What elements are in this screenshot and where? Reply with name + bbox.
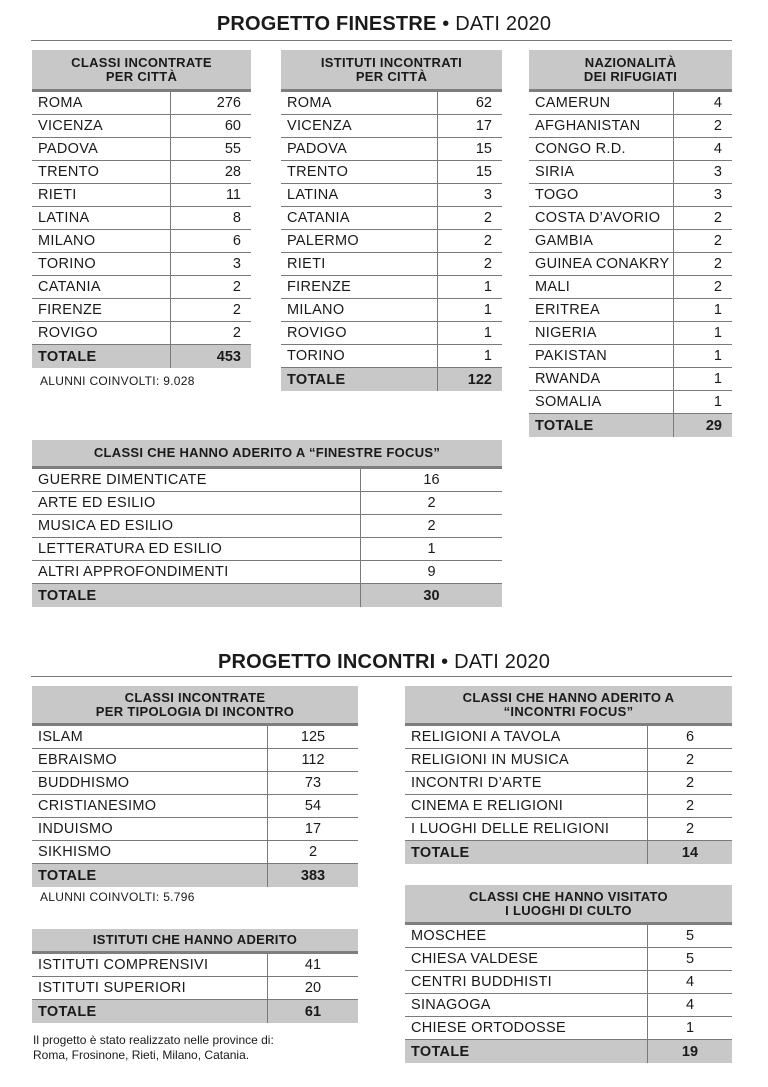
row-label: LATINA [281,184,438,206]
table-row [32,818,358,841]
row-label: COSTA D’AVORIO [529,207,674,229]
table-header-line: CLASSI CHE HANNO ADERITO A [462,689,675,705]
total-label: TOTALE [529,414,674,437]
row-label: CHIESE ORTODOSSE [405,1017,648,1039]
row-value: 1 [483,279,492,295]
total-label: TOTALE [281,368,438,391]
table-row [32,230,251,253]
row-value: 1 [483,325,492,341]
row-value: 2 [685,775,695,791]
row-value: 1 [713,371,722,387]
table-row [32,138,251,161]
table-row [32,469,502,492]
table-row [281,115,502,138]
row-label: ISTITUTI SUPERIORI [32,977,268,999]
table-row [405,818,732,841]
footnote-province [33,1033,274,1063]
row-value: 1 [713,348,722,364]
table-row [32,207,251,230]
row-label: CONGO R.D. [529,138,674,160]
table-total-row [405,1040,732,1063]
table-row [529,253,732,276]
row-label: AFGHANISTAN [529,115,674,137]
total-label: TOTALE [32,345,171,368]
table-row [32,161,251,184]
footnote-line: Roma, Frosinone, Rieti, Milano, Catania. [33,1048,250,1062]
row-value: 8 [232,210,241,226]
table-total-row [32,345,251,368]
table-header-line: ISTITUTI INCONTRATI [320,54,463,70]
table-row [281,253,502,276]
row-value: 2 [232,325,241,341]
table-row [32,515,502,538]
total-label: TOTALE [32,864,268,887]
table-row [32,749,358,772]
table-total-row [529,414,732,437]
row-label: SIKHISMO [32,841,268,863]
row-value: 28 [224,164,241,180]
table-row [405,971,732,994]
row-value: 60 [224,118,241,134]
total-label: TOTALE [32,584,361,607]
table-row [32,538,502,561]
table-total-row [281,368,502,391]
table-header-line: CLASSI INCONTRATE [124,689,266,705]
row-label: INDUISMO [32,818,268,840]
total-label: TOTALE [405,841,648,864]
row-value: 2 [308,844,318,860]
row-label: CINEMA E RELIGIONI [405,795,648,817]
table-incontri-focus [405,686,732,864]
table-header [405,686,732,726]
table-row [529,92,732,115]
table-row [529,391,732,414]
row-value: 15 [475,164,492,180]
row-value: 5 [685,928,695,944]
table-classi-per-citta [32,50,251,368]
table-istituti-aderito [32,929,358,1023]
row-value: 9 [427,564,436,580]
row-label: RIETI [32,184,171,206]
row-label: PAKISTAN [529,345,674,367]
row-label: MILANO [32,230,171,252]
row-label: I LUOGHI DELLE RELIGIONI [405,818,648,840]
section-title-light: • DATI 2020 [435,651,551,673]
row-label: ROMA [281,92,438,114]
row-label: FIRENZE [281,276,438,298]
table-row [32,115,251,138]
table-total-row [32,584,502,607]
row-label: SOMALIA [529,391,674,413]
row-value: 3 [713,187,722,203]
row-value: 2 [713,256,722,272]
total-value: 61 [304,1003,322,1020]
table-row [405,925,732,948]
table-finestre-focus [32,440,502,607]
table-header-line: CLASSI INCONTRATE [71,54,212,70]
row-label: GUERRE DIMENTICATE [32,469,361,491]
row-label: CRISTIANESIMO [32,795,268,817]
row-label: MALI [529,276,674,298]
row-value: 276 [216,95,241,111]
row-value: 1 [713,394,722,410]
row-value: 6 [232,233,241,249]
row-label: LATINA [32,207,171,229]
total-value: 29 [705,417,722,434]
table-header-line: DEI RIFUGIATI [583,68,678,84]
table-row [405,772,732,795]
total-value: 383 [300,867,326,884]
table-total-row [405,841,732,864]
row-label: PADOVA [32,138,171,160]
row-value: 6 [685,729,695,745]
total-value: 30 [423,587,440,604]
table-row [405,948,732,971]
table-header-line: PER TIPOLOGIA DI INCONTRO [95,703,295,719]
table-row [281,207,502,230]
total-value: 19 [681,1043,699,1060]
section-title-bold: PROGETTO INCONTRI [217,651,436,673]
table-row [32,977,358,1000]
row-label: PADOVA [281,138,438,160]
row-label: ROMA [32,92,171,114]
row-label: RELIGIONI IN MUSICA [405,749,648,771]
table-row [32,276,251,299]
row-value: 55 [224,141,241,157]
row-label: TRENTO [281,161,438,183]
row-value: 1 [427,541,436,557]
table-row [529,276,732,299]
row-label: CATANIA [32,276,171,298]
table-row [32,954,358,977]
table-row [281,161,502,184]
row-value: 2 [713,233,722,249]
table-header-line: I LUOGHI DI CULTO [505,902,632,918]
table-row [529,161,732,184]
table-row [281,322,502,345]
row-label: CENTRI BUDDHISTI [405,971,648,993]
row-value: 17 [304,821,322,837]
row-label: SINAGOGA [405,994,648,1016]
table-row [405,994,732,1017]
row-value: 4 [685,974,695,990]
row-value: 3 [232,256,241,272]
table-row [281,230,502,253]
row-value: 62 [475,95,492,111]
row-label: VICENZA [281,115,438,137]
section-rule [31,676,732,677]
table-tipologia-incontro [32,686,358,887]
row-value: 3 [483,187,492,203]
table-row [32,299,251,322]
section-rule [31,40,732,41]
row-label: CHIESA VALDESE [405,948,648,970]
table-row [281,138,502,161]
table-header-line: CLASSI CHE HANNO ADERITO A “FINESTRE FOCUS” [93,445,441,460]
row-value: 1 [713,325,722,341]
section-title-finestre [0,13,768,36]
total-label: TOTALE [32,1000,268,1023]
table-header [405,885,732,925]
row-label: BUDDHISMO [32,772,268,794]
row-label: TORINO [281,345,438,367]
table-row [32,795,358,818]
row-label: RIETI [281,253,438,275]
row-value: 125 [300,729,326,745]
alunni-coinvolti-finestre: ALUNNI COINVOLTI: 9.028 [40,374,195,388]
table-row [32,561,502,584]
row-label: PALERMO [281,230,438,252]
row-label: SIRIA [529,161,674,183]
section-title-light: • DATI 2020 [436,13,552,35]
row-label: ISLAM [32,726,268,748]
total-value: 453 [216,348,241,365]
table-total-row [32,1000,358,1023]
row-value: 2 [713,279,722,295]
row-value: 73 [304,775,322,791]
row-value: 2 [427,495,436,511]
row-value: 2 [713,118,722,134]
row-value: 17 [475,118,492,134]
section-title-bold: PROGETTO FINESTRE [216,13,437,35]
row-label: EBRAISMO [32,749,268,771]
total-label: TOTALE [405,1040,648,1063]
row-value: 3 [713,164,722,180]
table-row [529,115,732,138]
footnote-line: Il progetto è stato realizzato nelle province di: [33,1033,274,1047]
row-value: 11 [225,187,241,203]
row-value: 4 [713,141,722,157]
table-row [405,1017,732,1040]
table-row [529,299,732,322]
row-value: 2 [427,518,436,534]
row-value: 41 [304,957,322,973]
table-header-line: ISTITUTI CHE HANNO ADERITO [92,932,298,947]
row-label: TOGO [529,184,674,206]
row-label: MOSCHEE [405,925,648,947]
total-value: 14 [681,844,699,861]
table-total-row [32,864,358,887]
row-value: 54 [304,798,322,814]
row-value: 2 [232,302,241,318]
row-label: ROVIGO [32,322,171,344]
table-row [281,92,502,115]
row-value: 1 [483,302,492,318]
table-header [32,50,251,92]
row-value: 2 [483,210,492,226]
table-header-line: PER CITTÀ [105,68,178,84]
row-label: INCONTRI D’ARTE [405,772,648,794]
row-value: 2 [685,821,695,837]
table-row [32,322,251,345]
row-label: FIRENZE [32,299,171,321]
table-header-line: PER CITTÀ [355,68,428,84]
row-value: 1 [713,302,722,318]
row-label: ARTE ED ESILIO [32,492,361,514]
row-value: 4 [685,997,695,1013]
row-label: ROVIGO [281,322,438,344]
row-value: 2 [685,798,695,814]
total-value: 122 [467,371,492,388]
row-label: NIGERIA [529,322,674,344]
table-row [32,184,251,207]
row-value: 2 [483,256,492,272]
table-row [32,253,251,276]
table-row [281,299,502,322]
table-header [281,50,502,92]
row-label: CAMERUN [529,92,674,114]
table-row [529,207,732,230]
table-nazionalita-rifugiati [529,50,732,437]
table-istituti-per-citta [281,50,502,391]
row-label: VICENZA [32,115,171,137]
table-row [529,322,732,345]
row-value: 20 [304,980,322,996]
row-value: 1 [483,348,492,364]
row-label: GUINEA CONAKRY [529,253,674,275]
row-label: ISTITUTI COMPRENSIVI [32,954,268,976]
row-value: 1 [685,1020,695,1036]
table-row [529,184,732,207]
table-row [405,795,732,818]
alunni-coinvolti-incontri: ALUNNI COINVOLTI: 5.796 [40,890,195,904]
table-row [529,368,732,391]
table-row [32,92,251,115]
table-luoghi-di-culto [405,885,732,1063]
table-header [32,929,358,954]
row-value: 16 [423,472,440,488]
row-label: LETTERATURA ED ESILIO [32,538,361,560]
row-label: GAMBIA [529,230,674,252]
row-value: 2 [713,210,722,226]
table-header [32,440,502,469]
table-row [32,772,358,795]
row-label: MUSICA ED ESILIO [32,515,361,537]
table-row [281,184,502,207]
row-label: CATANIA [281,207,438,229]
row-label: TRENTO [32,161,171,183]
row-label: RWANDA [529,368,674,390]
row-value: 2 [232,279,241,295]
table-row [32,726,358,749]
table-row [281,345,502,368]
row-value: 4 [713,95,722,111]
table-row [281,276,502,299]
row-value: 112 [301,752,325,768]
table-header-line: “INCONTRI FOCUS” [503,703,634,719]
table-row [32,841,358,864]
section-title-incontri [0,651,768,674]
row-label: RELIGIONI A TAVOLA [405,726,648,748]
table-row [405,726,732,749]
table-row [405,749,732,772]
row-value: 15 [475,141,492,157]
table-row [529,230,732,253]
row-label: ALTRI APPROFONDIMENTI [32,561,361,583]
row-label: ERITREA [529,299,674,321]
table-header-line: NAZIONALITÀ [584,54,677,70]
row-value: 2 [483,233,492,249]
table-row [529,138,732,161]
row-label: MILANO [281,299,438,321]
table-header [32,686,358,726]
table-row [32,492,502,515]
row-value: 2 [685,752,695,768]
row-label: TORINO [32,253,171,275]
row-value: 5 [685,951,695,967]
table-header [529,50,732,92]
table-row [529,345,732,368]
table-header-line: CLASSI CHE HANNO VISITATO [469,888,668,904]
